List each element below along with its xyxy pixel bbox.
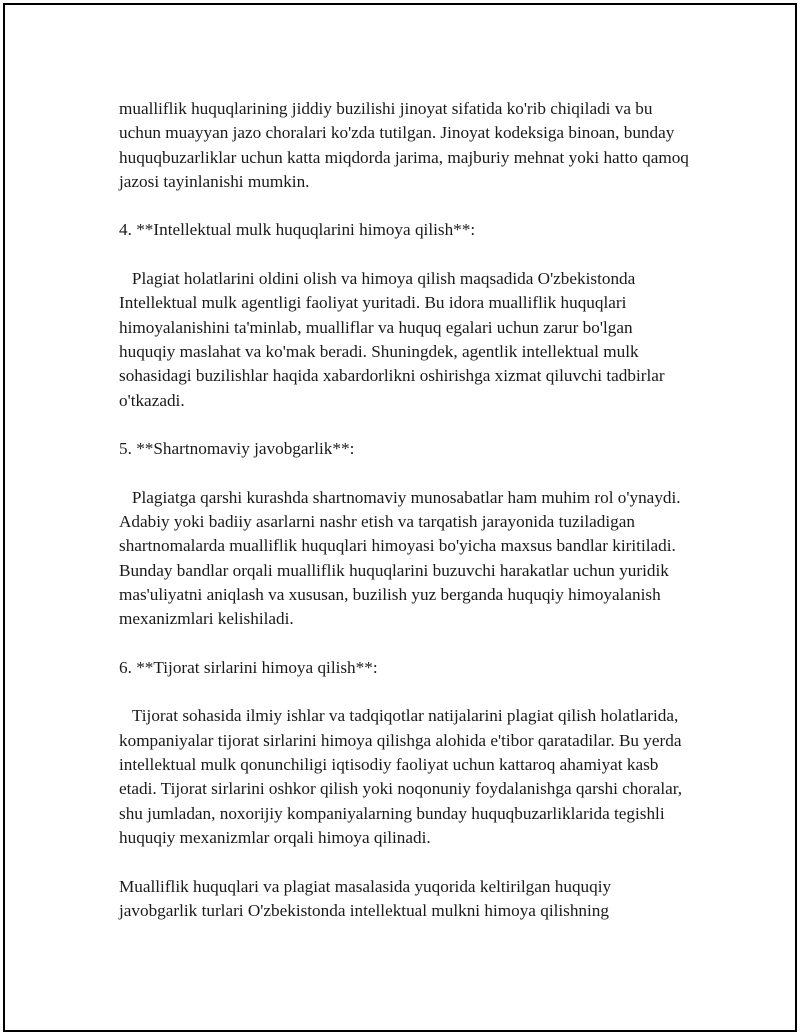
document-page [3, 3, 797, 1032]
paragraph-gap [119, 243, 689, 267]
paragraph-criminal-liability: mualliflik huquqlarining jiddiy buzilishi jinoyat sifatida ko'rib chiqiladi va bu uchun muayyan jazo choralari ko'zda tutilgan. Jinoyat kodeksiga binoan, bunday huquqbuzarliklar uchun katta miqdorda jarima, majburiy mehnat yoki hatto qamoq jazosi tayinlanishi mumkin. [119, 99, 689, 191]
heading-contractual-liability: 5. **Shartnomaviy javobgarlik**: [119, 439, 355, 459]
paragraph-gap [119, 850, 689, 874]
paragraph-gap [119, 632, 689, 656]
document-body [119, 97, 689, 923]
heading-intellectual-property: 4. **Intellektual mulk huquqlarini himoya qilish**: [119, 220, 476, 240]
paragraph-trade-secrets: Tijorat sohasida ilmiy ishlar va tadqiqotlar natijalarini plagiat qilish holatlarida, kompaniyalar tijorat sirlarini himoya qilishga alohida e'tibor qaratadilar. Bu yerda intellektual mulk qonunchiligi iqtisodiy faoliyat uchun kattaroq ahamiyat kasb etadi. Tijorat sirlarini oshkor qilish yoki noqonuniy foydalanishga qarshi choralar, shu jumladan, noxorijiy kompaniyalarning bunday huquqbuzarliklarida tegishli huquqiy mexanizmlar orqali himoya qilinadi. [119, 706, 683, 847]
paragraph-conclusion: Mualliflik huquqlari va plagiat masalasida yuqorida keltirilgan huquqiy javobgarlik turlari O'zbekistonda intellektual mulkni himoya qilishning [119, 876, 612, 920]
paragraph-contracts: Plagiatga qarshi kurashda shartnomaviy munosabatlar ham muhim rol o'ynaydi. Adabiy yoki badiiy asarlarni nashr etish va tarqatish jarayonida tuziladigan shartnomalarda mualliflik huquqlari himoyasi bo'yicha maxsus bandlar kiritiladi. Bunday bandlar orqali mualliflik huquqlarini buzuvchi harakatlar uchun yuridik mas'uliyatni aniqlash va xususan, buzilish yuz berganda huquqiy himoyalanish mexanizmlari kelishiladi. [119, 487, 681, 629]
paragraph-ip-agency: Plagiat holatlarini oldini olish va himoya qilish maqsadida O'zbekistonda Intellektual mulk agentligi faoliyat yuritadi. Bu idora mualliflik huquqlari himoyalanishini ta'minlab, mualliflar va huquq egalari uchun zarur bo'lgan huquqiy maslahat va ko'mak beradi. Shuningdek, agentlik intellektual mulk sohasidagi buzilishlar haqida xabardorlikni oshirishga xizmat qiluvchi tadbirlar o'tkazadi. [119, 269, 665, 410]
paragraph-gap [119, 680, 689, 704]
paragraph-gap [119, 413, 689, 437]
heading-trade-secrets: 6. **Tijorat sirlarini himoya qilish**: [119, 657, 378, 677]
paragraph-gap [119, 194, 689, 218]
paragraph-gap [119, 461, 689, 485]
